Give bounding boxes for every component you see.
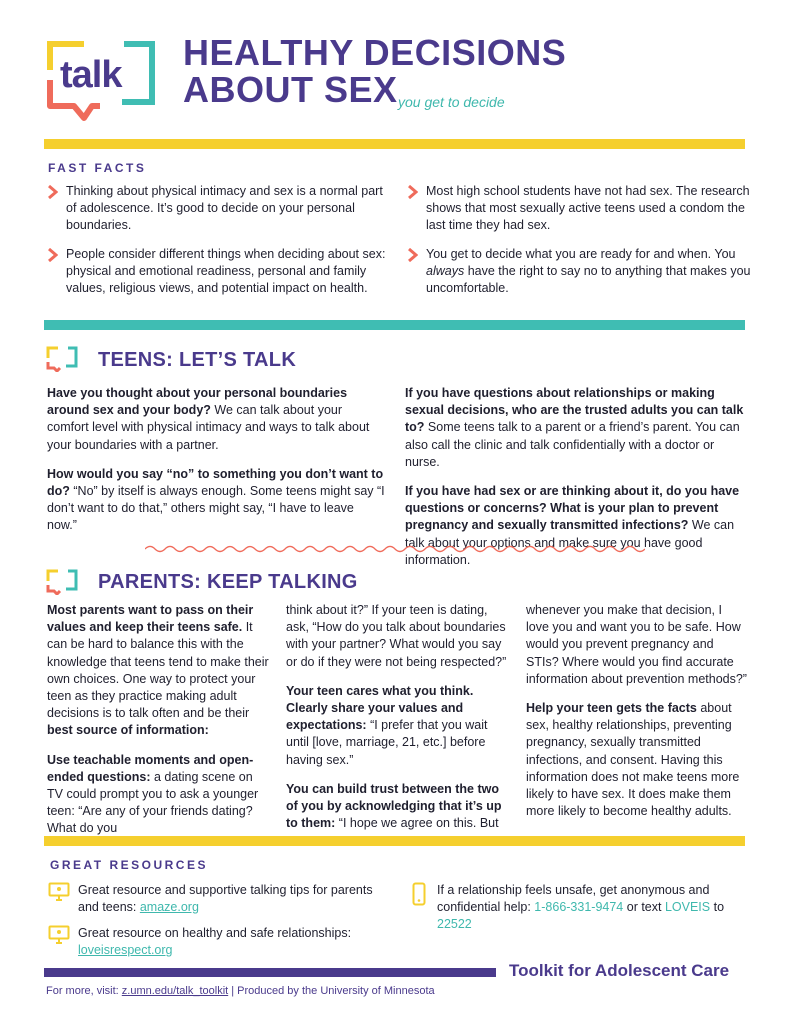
footer-bar — [44, 968, 496, 977]
teens-column-left — [47, 385, 387, 535]
parents-heading: PARENTS: KEEP TALKING — [98, 571, 358, 593]
fast-fact-1: Thinking about physical intimacy and sex is a normal part of adolescence. It’s good to decide on your personal boundaries. — [48, 183, 396, 234]
loveisrespect-link[interactable]: loveisrespect.org — [78, 943, 173, 958]
parents-column-3: whenever you make that decision, I love you and want you to be safe. How would you prevent pregnancy and STIs? Where would you find accurate information about prevention methods?” Help your teen gets the facts about sex, healthy relationships, preventing pregnancy, sexually transmitted infections, and consent. Having this information does not make teens more likely to have sex. It does make them more likely to become healthy adults. — [526, 603, 747, 819]
footer-text: For more, visit: z.umn.edu/talk_toolkit | Produced by the University of Minnesota — [46, 985, 435, 997]
title-line-1: HEALTHY DECISIONS — [183, 32, 567, 73]
amaze-link[interactable]: amaze.org — [139, 900, 199, 915]
chat-bubble-icon — [46, 569, 78, 595]
divider-yellow-top — [44, 139, 745, 149]
toolkit-link[interactable]: z.umn.edu/talk_toolkit — [121, 985, 229, 997]
fast-fact-3: Most high school students have not had sex. The research shows that most sexually active teens used a condom the last time they had sex. — [408, 183, 760, 234]
parents-column-2: think about it?” If your teen is dating, ask, “How do you talk about boundaries with your partner? What would you say or do if they were not being respected?” Your teen cares what you think. Clearly share your values and expectations: “I prefer that you wait until [love, marriage, 21, etc.] before having sex.” You can build trust between the two of you by acknowledging that it’s up to them: “I hope we agree on this. But — [286, 603, 507, 831]
fast-fact-2: People consider different things when deciding about sex: physical and emotional readiness, personal and family values, religious views, and potential impact on health. — [48, 246, 396, 297]
resource-3: If a relationship feels unsafe, get anonymous and confidential help: 1-866-331-9474 or text LOVEIS to 22522 — [437, 883, 725, 932]
text-number[interactable]: 22522 — [437, 917, 472, 932]
toolkit-title: Toolkit for Adolescent Care — [509, 961, 730, 980]
phone-icon — [412, 882, 426, 906]
teens-heading: TEENS: LET’S TALK — [98, 349, 297, 371]
chevron-right-icon — [48, 185, 58, 199]
resource-2: Great resource on healthy and safe relationships: loveisrespect.org — [78, 926, 352, 958]
teens-paragraph-4: If you have had sex or are thinking about it, do you have questions or concerns? What is your plan to prevent pregnancy and sexually transmitted infections? We can talk about your options and make sure you have good information. — [405, 484, 740, 567]
wavy-divider — [145, 544, 645, 554]
chat-bubble-icon — [46, 346, 78, 372]
teens-paragraph-2: How would you say “no” to something you don’t want to do? “No” by itself is always enough. Some teens might say “I don’t want to do that,” others might say, “I have to leave now.” — [47, 466, 385, 533]
divider-teal — [44, 320, 745, 330]
teens-column-right — [405, 385, 745, 569]
computer-icon — [48, 925, 70, 945]
resource-1: Great resource and supportive talking tips for parents and teens: amaze.org — [78, 883, 373, 915]
title-line-2: ABOUT SEX — [183, 69, 398, 110]
page-title — [183, 34, 566, 108]
computer-icon — [48, 882, 70, 902]
teens-paragraph-3: If you have questions about relationships or making sexual decisions, who are the trusted adults you can talk to? Some teens talk to a parent or a friend’s parent. You can also call the clinic and talk confidentially with a doctor or nurse. — [405, 386, 744, 469]
parents-column-1: Most parents want to pass on their values and keep their teens safe. It can be hard to balance this with the knowledge that teens tend to make their own choices. One way to protect your teen as they practice making adult decisions is to talk often and be their best source of information: Use teachable moments and open-ended questions: a dating scene on TV could prompt you to ask a younger teen: “Are any of your friends dating? What do you — [47, 603, 269, 836]
teens-paragraph-1: Have you thought about your personal boundaries around sex and your body? We can talk about your comfort level with physical intimacy and ways to talk about your boundaries with a partner. — [47, 386, 370, 452]
fast-fact-4: You get to decide what you are ready for and when. You always have the right to say no to anything that makes you uncomfortable. — [408, 246, 760, 297]
resources-heading: GREAT RESOURCES — [50, 858, 208, 872]
chevron-right-icon — [408, 185, 418, 199]
fast-facts-heading: FAST FACTS — [48, 161, 147, 175]
text-keyword: LOVEIS — [664, 900, 711, 915]
logo — [44, 40, 158, 122]
tagline: you get to decide — [398, 94, 505, 110]
hotline-phone[interactable]: 1-866-331-9474 — [534, 900, 624, 915]
chevron-right-icon — [48, 248, 58, 262]
divider-yellow-bottom — [44, 836, 745, 846]
logo-text: talk — [60, 54, 122, 96]
chevron-right-icon — [408, 248, 418, 262]
